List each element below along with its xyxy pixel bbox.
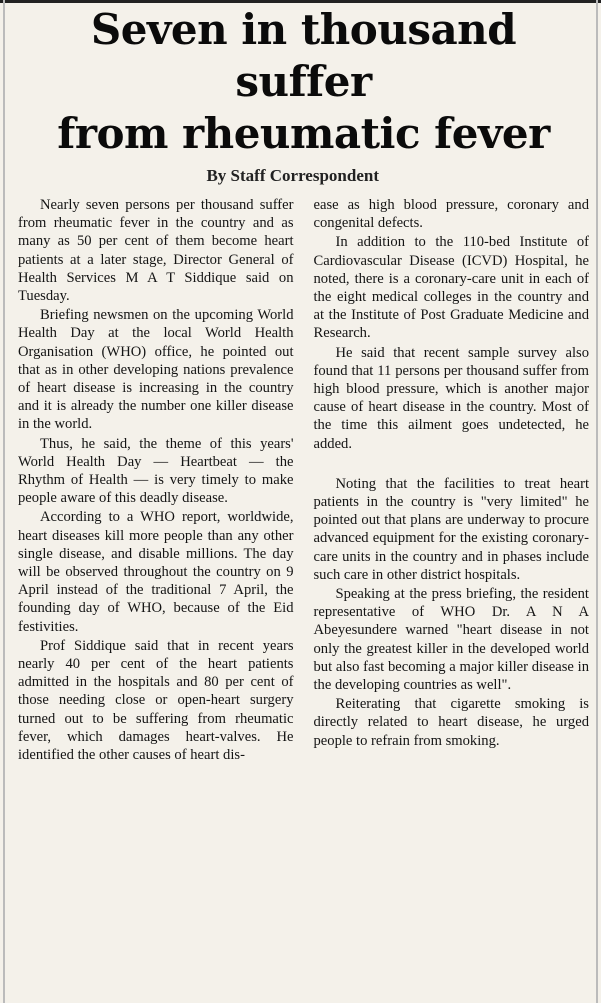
paragraph: Nearly seven persons per thousand suffer from rheumatic fever in the country and as many as 50 per cent of them become heart patients at a later stage, Director General of Health Services M A T Siddique said on Tuesday. <box>18 197 294 305</box>
paragraph: Reiterating that cigarette smoking is directly related to heart disease, he urged people to refrain from smoking. <box>313 696 589 749</box>
paragraph: Noting that the facilities to treat heart patients in the country is "very limited" he pointed out that plans are underway to procure advanced equipment for the existing coronary-care units in the country and in phases include such care in other district hospitals. <box>313 475 589 583</box>
left-border <box>3 0 5 1003</box>
paragraph: Speaking at the press briefing, the resident representative of WHO Dr. A N A Abeyesundere warned "heart disease in not only the greatest killer in the developed world but also fast becoming a major killer disease in the developing countries as well". <box>313 586 589 694</box>
paragraph: Thus, he said, the theme of this years' World Health Day — Heartbeat — the Rhythm of Health — is very timely to make people aware of this deadly disease. <box>18 435 294 507</box>
byline: By Staff Correspondent <box>206 166 379 185</box>
right-border <box>596 0 598 1003</box>
headline-line-2: from rheumatic fever <box>57 109 550 158</box>
column-right <box>314 196 590 765</box>
paragraph: Prof Siddique said that in recent years nearly 40 per cent of the heart patients admitted in the hospitals and 80 per cent of those needing close or open-heart surgery turned out to be suffering from rheumatic fever, which damages heart-valves. He identified the other causes of heart dis- <box>18 637 294 764</box>
article-body <box>18 196 589 765</box>
paragraph: In addition to the 110-bed Institute of Cardiovascular Disease (ICVD) Hospital, he noted, there is a coronary-care unit in each of the eight medical colleges in the country and at the Institute of Post Graduate Medicine and Research. <box>313 234 589 342</box>
top-border <box>0 0 601 3</box>
paragraph: Briefing newsmen on the upcoming World Health Day at the local World Health Organisation (WHO) office, he pointed out that as in other developing nations prevalence of heart disease is increasing in the country and it is already the number one killer disease in the world. <box>18 307 294 433</box>
headline <box>18 0 589 160</box>
column-left <box>18 196 294 765</box>
paragraph: According to a WHO report, worldwide, heart diseases kill more people than any other single disease, and disable millions. The day will be observed throughout the country on 9 April instead of the traditional 7 April, the founding day of WHO, because of the Eid festivities. <box>18 509 294 635</box>
headline-line-1: Seven in thousand suffer <box>90 5 517 106</box>
paragraph-continued: ease as high blood pressure, coronary and congenital defects. <box>313 197 589 232</box>
paragraph: He said that recent sample survey also found that 11 persons per thousand suffer from high blood pressure, which is another major cause of heart disease in the country. Most of the time this ailment goes undetected, he added. <box>313 344 589 452</box>
